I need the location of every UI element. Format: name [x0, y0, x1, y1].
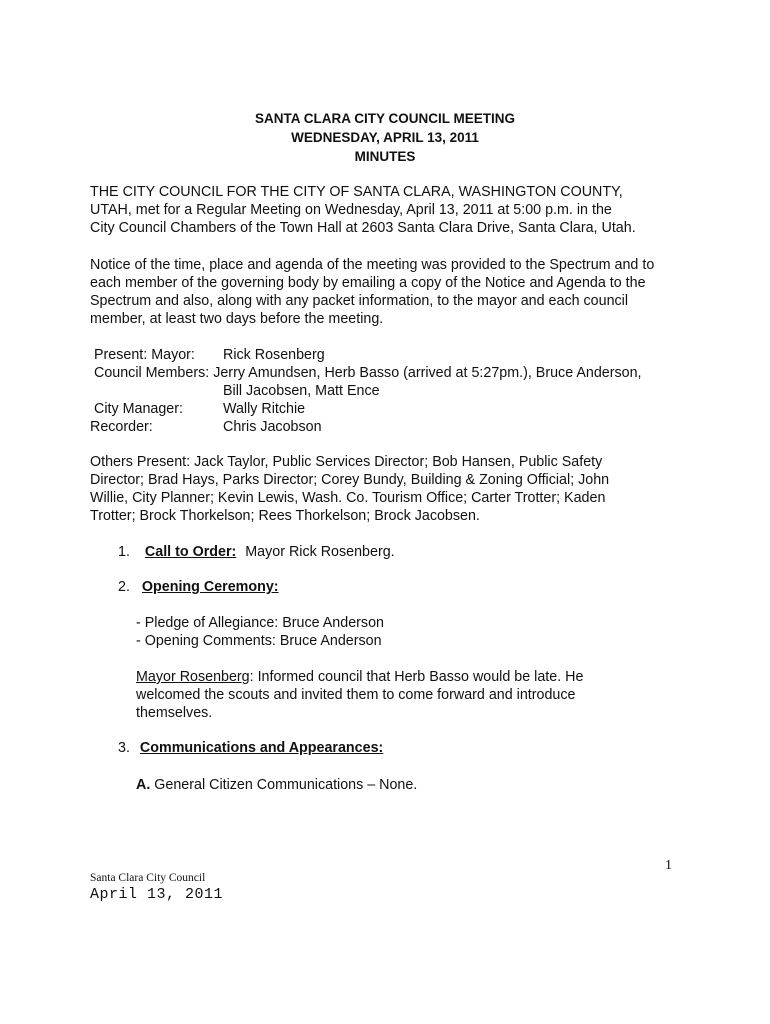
- speaker-name: Mayor Rosenberg: [136, 669, 250, 685]
- item-text: Mayor Rick Rosenberg.: [245, 544, 395, 560]
- citizen-communications: [136, 776, 417, 794]
- mayor-label: Present: Mayor:: [94, 347, 195, 363]
- sub-item-text: General Citizen Communications – None.: [150, 777, 418, 793]
- title-line-3: MINUTES: [354, 149, 416, 164]
- title-line-1: SANTA CLARA CITY COUNCIL MEETING: [254, 111, 515, 126]
- remarks-text: : Informed council that Herb Basso would be late. He: [249, 669, 584, 685]
- agenda-item-2: [118, 578, 279, 596]
- remarks-line-3: themselves.: [136, 705, 213, 721]
- council-label: Council Members:: [94, 365, 210, 381]
- item-number: 3.: [118, 740, 130, 756]
- manager-value: Wally Ritchie: [223, 401, 306, 417]
- agenda-item-3: [118, 739, 383, 757]
- others-line: Trotter; Brock Thorkelson; Rees Thorkelson; Brock Jacobsen.: [90, 508, 480, 524]
- manager-label: City Manager:: [94, 401, 183, 417]
- bullet-opening-comments: - Opening Comments: Bruce Anderson: [136, 633, 382, 649]
- sub-item-label: A.: [136, 777, 151, 793]
- council-value: Jerry Amundsen, Herb Basso (arrived at 5:27pm.), Bruce Anderson,: [213, 365, 642, 381]
- item-title: Call to Order:: [144, 544, 237, 560]
- agenda-item-1: [118, 543, 395, 561]
- notice-paragraph: [90, 256, 690, 328]
- others-line: Director; Brad Hays, Parks Director; Corey Bundy, Building & Zoning Official; John: [90, 472, 610, 488]
- title-line-2: WEDNESDAY, APRIL 13, 2011: [291, 130, 479, 145]
- item-number: 1.: [118, 544, 130, 560]
- others-paragraph: [90, 453, 690, 525]
- notice-line: Notice of the time, place and agenda of the meeting was provided to the Spectrum and to: [90, 257, 655, 273]
- intro-paragraph: [90, 183, 690, 237]
- recorder-label: Recorder:: [90, 419, 153, 435]
- council-row: [94, 364, 642, 382]
- remarks-line-2: welcomed the scouts and invited them to come forward and introduce: [136, 687, 576, 703]
- mayor-value: Rick Rosenberg: [223, 347, 325, 363]
- notice-line: each member of the governing body by emailing a copy of the Notice and Agenda to the: [90, 275, 646, 291]
- item-title: Opening Ceremony:: [141, 579, 279, 595]
- intro-line: UTAH, met for a Regular Meeting on Wednesday, April 13, 2011 at 5:00 p.m. in the: [90, 202, 612, 218]
- council-row-continued: [223, 382, 380, 400]
- notice-line: Spectrum and also, along with any packet information, to the mayor and each council: [90, 293, 629, 309]
- item-title: Communications and Appearances:: [139, 740, 384, 756]
- notice-line: member, at least two days before the meeting.: [90, 311, 384, 327]
- recorder-value: Chris Jacobson: [223, 419, 322, 435]
- item-number: 2.: [118, 579, 130, 595]
- council-value-continued: Bill Jacobsen, Matt Ence: [223, 383, 380, 399]
- others-line: Others Present: Jack Taylor, Public Services Director; Bob Hansen, Public Safety: [90, 454, 603, 470]
- mayor-remarks: [136, 668, 583, 686]
- others-line: Willie, City Planner; Kevin Lewis, Wash. Co. Tourism Office; Carter Trotter; Kaden: [90, 490, 606, 506]
- intro-line: City Council Chambers of the Town Hall at 2603 Santa Clara Drive, Santa Clara, Utah.: [90, 220, 636, 236]
- footer-date: April 13, 2011: [90, 886, 224, 903]
- page-number: 1: [665, 858, 672, 873]
- intro-line: THE CITY COUNCIL FOR THE CITY OF SANTA CLARA, WASHINGTON COUNTY,: [90, 184, 623, 200]
- bullet-pledge: - Pledge of Allegiance: Bruce Anderson: [136, 615, 384, 631]
- footer-organization: Santa Clara City Council: [90, 872, 206, 884]
